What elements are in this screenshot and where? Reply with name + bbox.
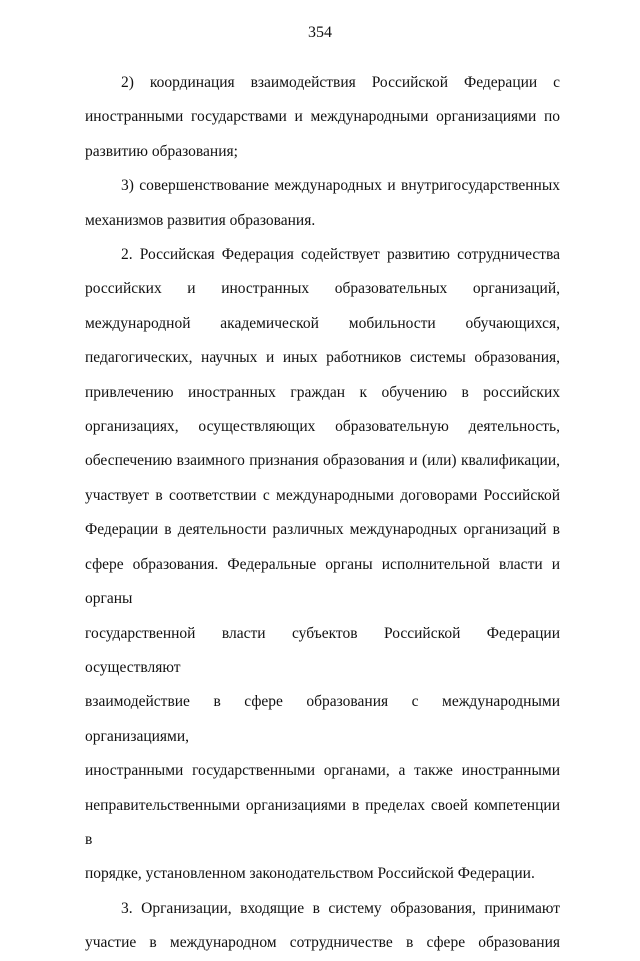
text-line: Федерации в деятельности различных международных организаций в [85, 521, 560, 539]
text-line: взаимодействие в сфере образования с международными организациями, [85, 693, 560, 745]
text-line: 2) координация взаимодействия Российской Федерации с [121, 74, 560, 91]
text-line: обеспечению взаимного признания образования и (или) квалификации, [85, 452, 560, 470]
page-number: 354 [308, 24, 332, 41]
text-line: государственной власти субъектов Российской Федерации осуществляют [85, 624, 560, 676]
text-line: 2. Российская Федерация содействует развитию сотрудничества [121, 246, 560, 264]
text-line: участвует в соответствии с международными договорами Российской [85, 486, 560, 504]
text-line: развитию образования; [85, 142, 238, 160]
text-line: участие в международном сотрудничестве в сфере образования [85, 934, 560, 952]
text-line: педагогических, научных и иных работников системы образования, [85, 349, 560, 367]
paragraph [85, 66, 560, 169]
text-line: иностранными государствами и международными организациями по [85, 108, 560, 126]
text-line: международной академической мобильности обучающихся, [85, 314, 560, 332]
paragraph [85, 169, 560, 238]
text-line: неправительственными организациями в пределах своей компетенции в [85, 796, 560, 848]
text-line: механизмов развития образования. [85, 211, 316, 229]
text-line: привлечению иностранных граждан к обучению в российских [85, 383, 560, 401]
text-line: организациях, осуществляющих образовательную деятельность, [85, 418, 560, 436]
paragraph [85, 238, 560, 892]
paragraph [85, 892, 560, 961]
text-line: 3. Организации, входящие в систему образования, принимают [121, 899, 560, 917]
document-body [85, 66, 560, 961]
text-line: российских и иностранных образовательных организаций, [85, 280, 560, 298]
text-line: 3) совершенствование международных и внутригосударственных [121, 177, 560, 195]
text-line: иностранными государственными органами, а также иностранными [85, 762, 560, 780]
text-line: сфере образования. Федеральные органы исполнительной власти и органы [85, 555, 560, 608]
text-line: порядке, установленном законодательством Российской Федерации. [85, 865, 535, 883]
